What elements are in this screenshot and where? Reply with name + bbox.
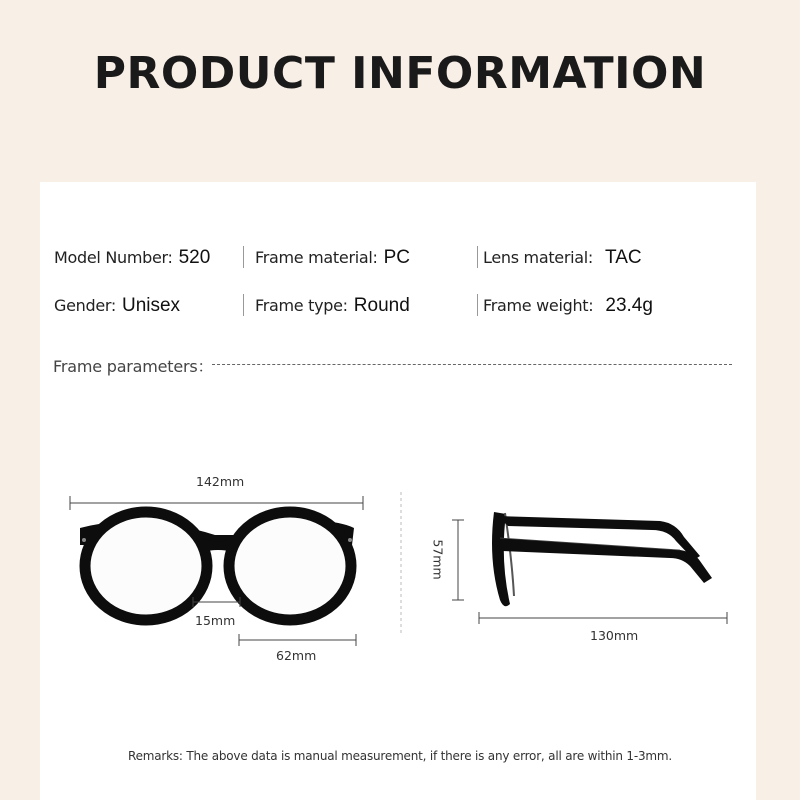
spec-value: 520 <box>178 247 211 268</box>
page-title: PRODUCT INFORMATION <box>93 48 707 99</box>
lens-width-label: 62mm <box>276 648 317 663</box>
glasses-side-view <box>492 512 712 606</box>
total-width-label: 142mm <box>196 474 245 489</box>
total-width-measure <box>70 496 363 510</box>
spec-label: Lens material: <box>483 248 594 267</box>
spec-label: Gender: <box>54 296 116 315</box>
height-label: 57mm <box>430 539 446 580</box>
frame-parameters-label: Frame parameters： <box>53 357 214 376</box>
height-measure <box>452 520 464 600</box>
temple-length-label: 130mm <box>590 628 639 643</box>
temple-length-measure <box>479 612 727 624</box>
remarks-note: Remarks: The above data is manual measurement, if there is any error, all are within 1-3mm. <box>127 749 673 763</box>
bridge-width-label: 15mm <box>195 613 236 628</box>
spec-value: TAC <box>605 247 642 268</box>
spec-label: Model Number: <box>54 248 173 267</box>
spec-value: Round <box>353 295 410 316</box>
glasses-front-view <box>80 512 354 620</box>
spec-value: 23.4g <box>605 295 653 316</box>
spec-value: PC <box>383 247 411 268</box>
lens-width-measure <box>239 634 356 646</box>
spec-label: Frame material: <box>255 248 378 267</box>
spec-value: Unisex <box>121 295 181 316</box>
spec-label: Frame type: <box>255 296 348 315</box>
spec-label: Frame weight: <box>483 296 594 315</box>
